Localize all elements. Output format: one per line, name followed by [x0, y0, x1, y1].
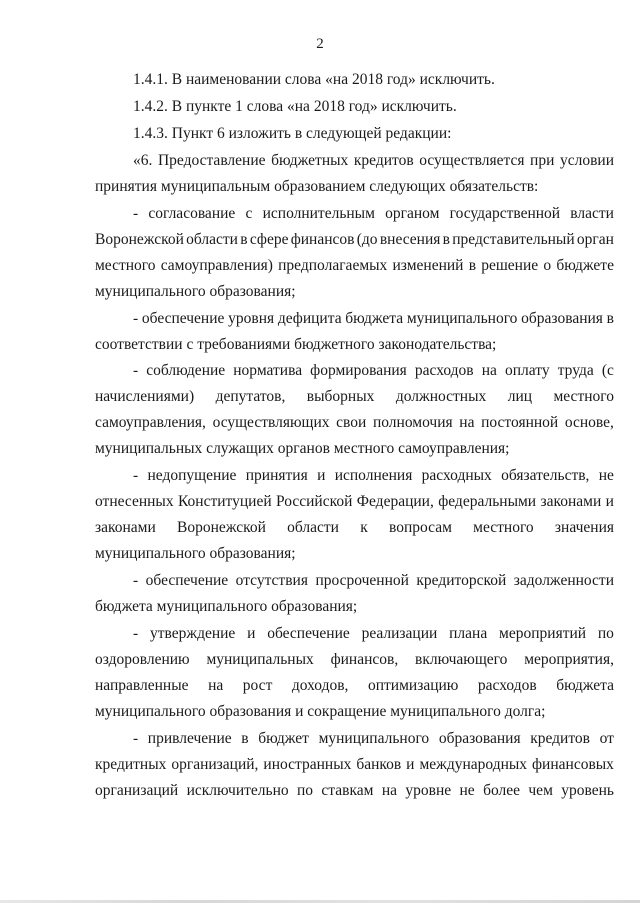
word: и: [317, 467, 326, 484]
word: Воронежской: [177, 519, 266, 536]
word: законами: [95, 519, 156, 536]
word: области: [287, 519, 339, 536]
word: осуществляется: [419, 152, 525, 169]
word: в: [442, 231, 450, 248]
text-line: 1.4.2. В пункте 1 слова «на 2018 год» исключить.: [133, 98, 457, 115]
word: сфере: [249, 231, 289, 248]
word: привлечение: [147, 730, 232, 747]
word: организаций: [95, 782, 179, 799]
text-line: муниципального образования;: [95, 545, 296, 562]
word: представительный: [452, 231, 575, 248]
word: обеспечение: [141, 310, 225, 327]
text-line: [95, 755, 614, 775]
word: с: [245, 205, 253, 222]
word: исполнения: [334, 467, 413, 484]
word: бюджета: [345, 310, 404, 327]
word: федеральными: [438, 493, 537, 510]
text-line: соответствии с требованиями бюджетного законодательства;: [95, 336, 497, 353]
word: плана: [449, 625, 488, 642]
word: по: [297, 782, 314, 799]
word: бюджете: [556, 257, 614, 274]
word: задолженности: [513, 572, 614, 589]
word: согласование: [148, 205, 236, 222]
text-line: [133, 624, 614, 644]
word: на: [208, 677, 224, 694]
word: кредитов: [530, 730, 590, 747]
word: уровня: [228, 310, 275, 327]
word: международных: [419, 756, 528, 773]
text-line: [133, 204, 614, 224]
word: вопросам: [389, 519, 452, 536]
word: труда: [557, 362, 594, 379]
word: дефицита: [277, 310, 342, 327]
text-line: бюджета муниципального образования;: [95, 598, 358, 615]
text-line: [133, 729, 614, 749]
word: отнесенных: [95, 493, 174, 510]
text-line: [95, 256, 614, 276]
word: изменений: [392, 257, 464, 274]
word: формирования: [310, 362, 407, 379]
word: оздоровлению: [95, 651, 190, 668]
word: включающего: [415, 651, 508, 668]
word: Российской: [276, 493, 353, 510]
text-line: [95, 650, 614, 670]
word: кредиторской: [416, 572, 507, 589]
word: финансовых: [532, 756, 614, 773]
word: и: [406, 756, 415, 773]
word: просроченной: [315, 572, 409, 589]
word: чем: [528, 782, 553, 799]
word: уровень: [561, 782, 614, 799]
word: бюджет: [258, 730, 309, 747]
word: исключительно: [186, 782, 289, 799]
word: исполнительным: [262, 205, 375, 222]
word: «6.: [133, 152, 153, 169]
word: более: [483, 782, 521, 799]
word: орган: [576, 231, 614, 248]
word: значения: [554, 519, 614, 536]
word: направленные: [95, 677, 189, 694]
word: по: [597, 625, 614, 642]
word: на: [381, 782, 398, 799]
text-line: [95, 492, 614, 512]
word: к: [360, 519, 368, 536]
word: организаций,: [171, 756, 259, 773]
word: расходов: [477, 677, 537, 694]
word: Предоставление: [157, 152, 266, 169]
word: расходных: [421, 467, 492, 484]
word: области: [186, 231, 238, 248]
word: иностранных: [263, 756, 352, 773]
word: отсутствия: [235, 572, 308, 589]
text-line: муниципального образования и сокращение муниципального долга;: [95, 703, 546, 720]
word: самоуправления): [160, 257, 273, 274]
word: на: [481, 362, 497, 379]
word: -: [133, 572, 139, 589]
text-line: [133, 151, 614, 171]
word: условии: [559, 152, 614, 169]
word: муниципального: [318, 730, 430, 747]
text-line: [133, 361, 614, 381]
text-line: [95, 413, 614, 433]
word: и: [247, 625, 256, 642]
word: -: [133, 205, 139, 222]
word: в: [241, 730, 249, 747]
word: в: [240, 231, 248, 248]
word: мероприятия,: [524, 651, 614, 668]
word: муниципальных: [206, 651, 314, 668]
word: образования: [521, 310, 603, 327]
word: основе,: [564, 414, 614, 431]
word: обеспечение: [145, 572, 229, 589]
word: муниципального: [406, 310, 518, 327]
word: самоуправления,: [95, 414, 206, 431]
word: обеспечение: [267, 625, 350, 642]
word: бюджета: [556, 677, 614, 694]
word: ставкам: [321, 782, 374, 799]
word: обязательств,: [501, 467, 590, 484]
word: выборных: [306, 388, 375, 405]
word: местного: [553, 388, 614, 405]
word: норматива: [233, 362, 303, 379]
word: принятия: [245, 467, 308, 484]
word: -: [133, 625, 139, 642]
text-line: [95, 781, 614, 801]
word: оплату: [505, 362, 550, 379]
word: финансов,: [330, 651, 399, 668]
word: должностных: [395, 388, 487, 405]
text-line: [133, 571, 614, 591]
word: недопущение: [147, 467, 237, 484]
word: банков: [356, 756, 402, 773]
word: предполагаемых: [278, 257, 388, 274]
word: от: [599, 730, 614, 747]
word: местного: [95, 257, 156, 274]
word: законами: [540, 493, 602, 510]
word: внесения: [379, 231, 441, 248]
word: не: [459, 782, 475, 799]
text-line: муниципальных служащих органов местного самоуправления;: [95, 440, 510, 457]
text-line: [95, 518, 614, 538]
word: кредитов: [353, 152, 414, 169]
word: финансов: [290, 231, 355, 248]
word: местного: [473, 519, 534, 536]
word: и: [605, 493, 614, 510]
word: Конституцией: [177, 493, 272, 510]
word: решение: [481, 257, 539, 274]
text-line: [95, 387, 614, 407]
word: кредитных: [95, 756, 167, 773]
word: оптимизацию: [367, 677, 459, 694]
word: бюджетных: [271, 152, 349, 169]
word: лиц: [507, 388, 533, 405]
word: постоянной: [481, 414, 559, 431]
word: о: [543, 257, 552, 274]
word: уровне: [405, 782, 452, 799]
text-line: 1.4.1. В наименовании слова «на 2018 год» исключить.: [133, 71, 495, 88]
word: рост: [242, 677, 273, 694]
word: -: [133, 310, 139, 327]
word: депутатов,: [215, 388, 286, 405]
word: при: [530, 152, 555, 169]
word: мероприятий: [499, 625, 587, 642]
word: начислениями): [95, 388, 195, 405]
text-line: муниципального образования;: [95, 283, 296, 300]
word: Федерации,: [356, 493, 434, 510]
word: -: [133, 730, 139, 747]
text-line: принятия муниципальным образованием следующих обязательств:: [95, 178, 539, 195]
word: -: [133, 362, 139, 379]
word: (до: [356, 231, 378, 248]
word: власти: [570, 205, 614, 222]
word: образования: [438, 730, 521, 747]
word: Воронежской: [95, 231, 184, 248]
word: утверждение: [149, 625, 236, 642]
text-line: [133, 309, 614, 329]
word: государственной: [449, 205, 561, 222]
word: свои: [336, 414, 367, 431]
word: доходов,: [291, 677, 349, 694]
text-line: [133, 466, 614, 486]
word: расходов: [414, 362, 474, 379]
word: полномочия: [372, 414, 453, 431]
word: -: [133, 467, 139, 484]
word: органом: [385, 205, 440, 222]
word: в: [606, 310, 614, 327]
text-line: [95, 230, 614, 250]
word: (с: [601, 362, 614, 379]
page-number: 2: [316, 36, 324, 52]
word: не: [598, 467, 614, 484]
word: в: [468, 257, 477, 274]
word: соблюдение: [146, 362, 226, 379]
text-line: 1.4.3. Пункт 6 изложить в следующей редакции:: [133, 125, 452, 142]
word: осуществляющих: [212, 414, 330, 431]
text-line: [95, 676, 614, 696]
word: на: [459, 414, 475, 431]
word: реализации: [361, 625, 438, 642]
